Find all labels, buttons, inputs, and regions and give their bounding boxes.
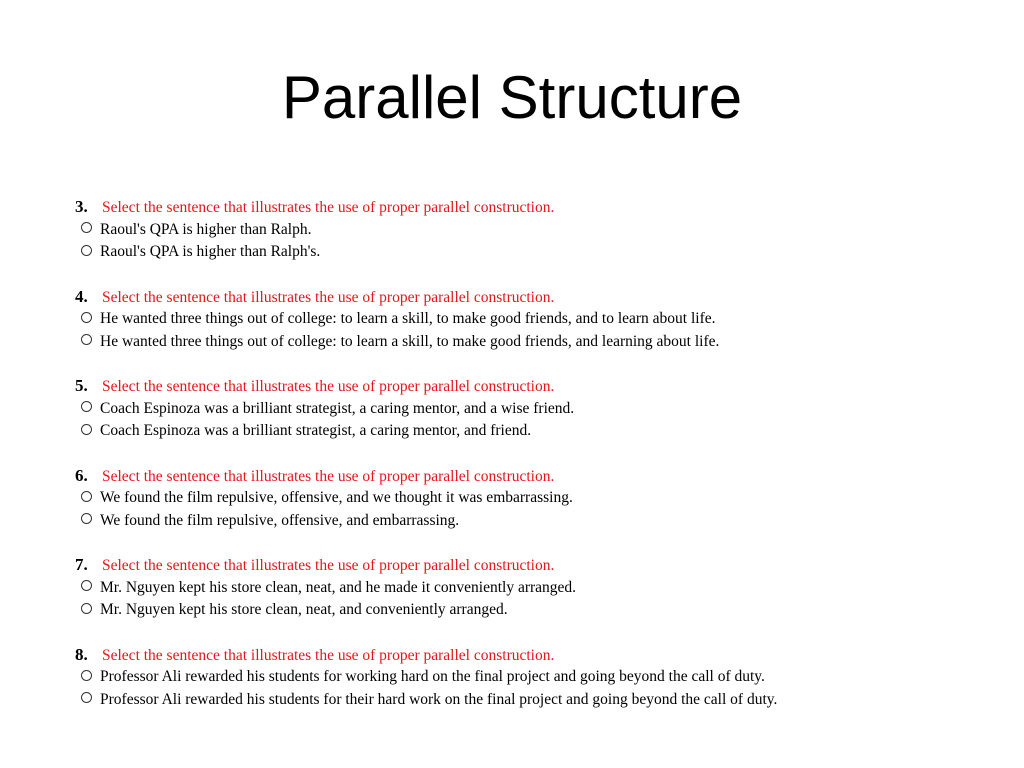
answer-option[interactable] [75,510,975,533]
question-number: 3. [75,197,88,216]
question-header [75,286,975,309]
slide-title: Parallel Structure [281,64,743,131]
option-label[interactable]: Coach Espinoza was a brilliant strategist, a caring mentor, and a wise friend. [100,399,575,417]
radio-button[interactable] [81,334,92,345]
answer-option[interactable] [75,308,975,331]
radio-button[interactable] [81,670,92,681]
question-prompt: Select the sentence that illustrates the use of proper parallel construction. [102,199,555,216]
question-prompt: Select the sentence that illustrates the use of proper parallel construction. [102,646,555,664]
question-header [75,465,975,488]
option-label[interactable]: Professor Ali rewarded his students for working hard on the final project and going beyond the call of duty. [100,668,765,685]
answer-option[interactable] [75,420,975,443]
question-8 [75,644,975,734]
question-number: 4. [75,286,88,306]
answer-option[interactable] [75,331,975,354]
answer-option[interactable] [75,398,975,421]
question-number: 8. [75,644,88,664]
radio-button[interactable] [81,692,92,703]
option-label[interactable]: Mr. Nguyen kept his store clean, neat, and he made it conveniently arranged. [100,578,577,596]
radio-button[interactable] [81,401,92,412]
radio-button[interactable] [81,513,92,524]
answer-option[interactable] [75,599,975,622]
radio-button[interactable] [81,222,92,233]
question-header [75,196,975,219]
quiz [75,196,975,733]
radio-button[interactable] [81,491,92,502]
question-prompt: Select the sentence that illustrates the use of proper parallel construction. [102,467,555,485]
question-prompt: Select the sentence that illustrates the use of proper parallel construction. [102,288,555,306]
answer-option[interactable] [75,241,975,264]
radio-button[interactable] [81,580,92,591]
question-7 [75,554,975,644]
question-number: 5. [75,376,88,395]
question-number: 7. [75,555,88,574]
option-label[interactable]: Mr. Nguyen kept his store clean, neat, and conveniently arranged. [100,601,508,618]
question-5 [75,375,975,465]
option-label[interactable]: Raoul's QPA is higher than Ralph. [100,220,312,238]
question-header [75,554,975,577]
answer-option[interactable] [75,666,975,689]
question-prompt: Select the sentence that illustrates the use of proper parallel construction. [102,557,555,574]
answer-option[interactable] [75,689,975,712]
answer-option[interactable] [75,487,975,510]
question-header [75,644,975,667]
question-3 [75,196,975,286]
question-prompt: Select the sentence that illustrates the use of proper parallel construction. [102,378,555,395]
option-label[interactable]: Professor Ali rewarded his students for their hard work on the final project and going beyond the call of duty. [100,690,778,708]
option-label[interactable]: He wanted three things out of college: to learn a skill, to make good friends, and learning about life. [100,332,720,350]
option-label[interactable]: We found the film repulsive, offensive, and we thought it was embarrassing. [100,489,573,506]
radio-button[interactable] [81,603,92,614]
option-label[interactable]: He wanted three things out of college: to learn a skill, to make good friends, and to learn about life. [100,310,716,327]
option-label[interactable]: Coach Espinoza was a brilliant strategist, a caring mentor, and friend. [100,422,532,439]
question-4 [75,286,975,376]
answer-option[interactable] [75,219,975,242]
option-label[interactable]: Raoul's QPA is higher than Ralph's. [100,243,321,260]
radio-button[interactable] [81,312,92,323]
question-header [75,375,975,398]
answer-option[interactable] [75,577,975,600]
question-number: 6. [75,465,88,485]
option-label[interactable]: We found the film repulsive, offensive, and embarrassing. [100,511,460,529]
radio-button[interactable] [81,424,92,435]
radio-button[interactable] [81,245,92,256]
question-6 [75,465,975,555]
